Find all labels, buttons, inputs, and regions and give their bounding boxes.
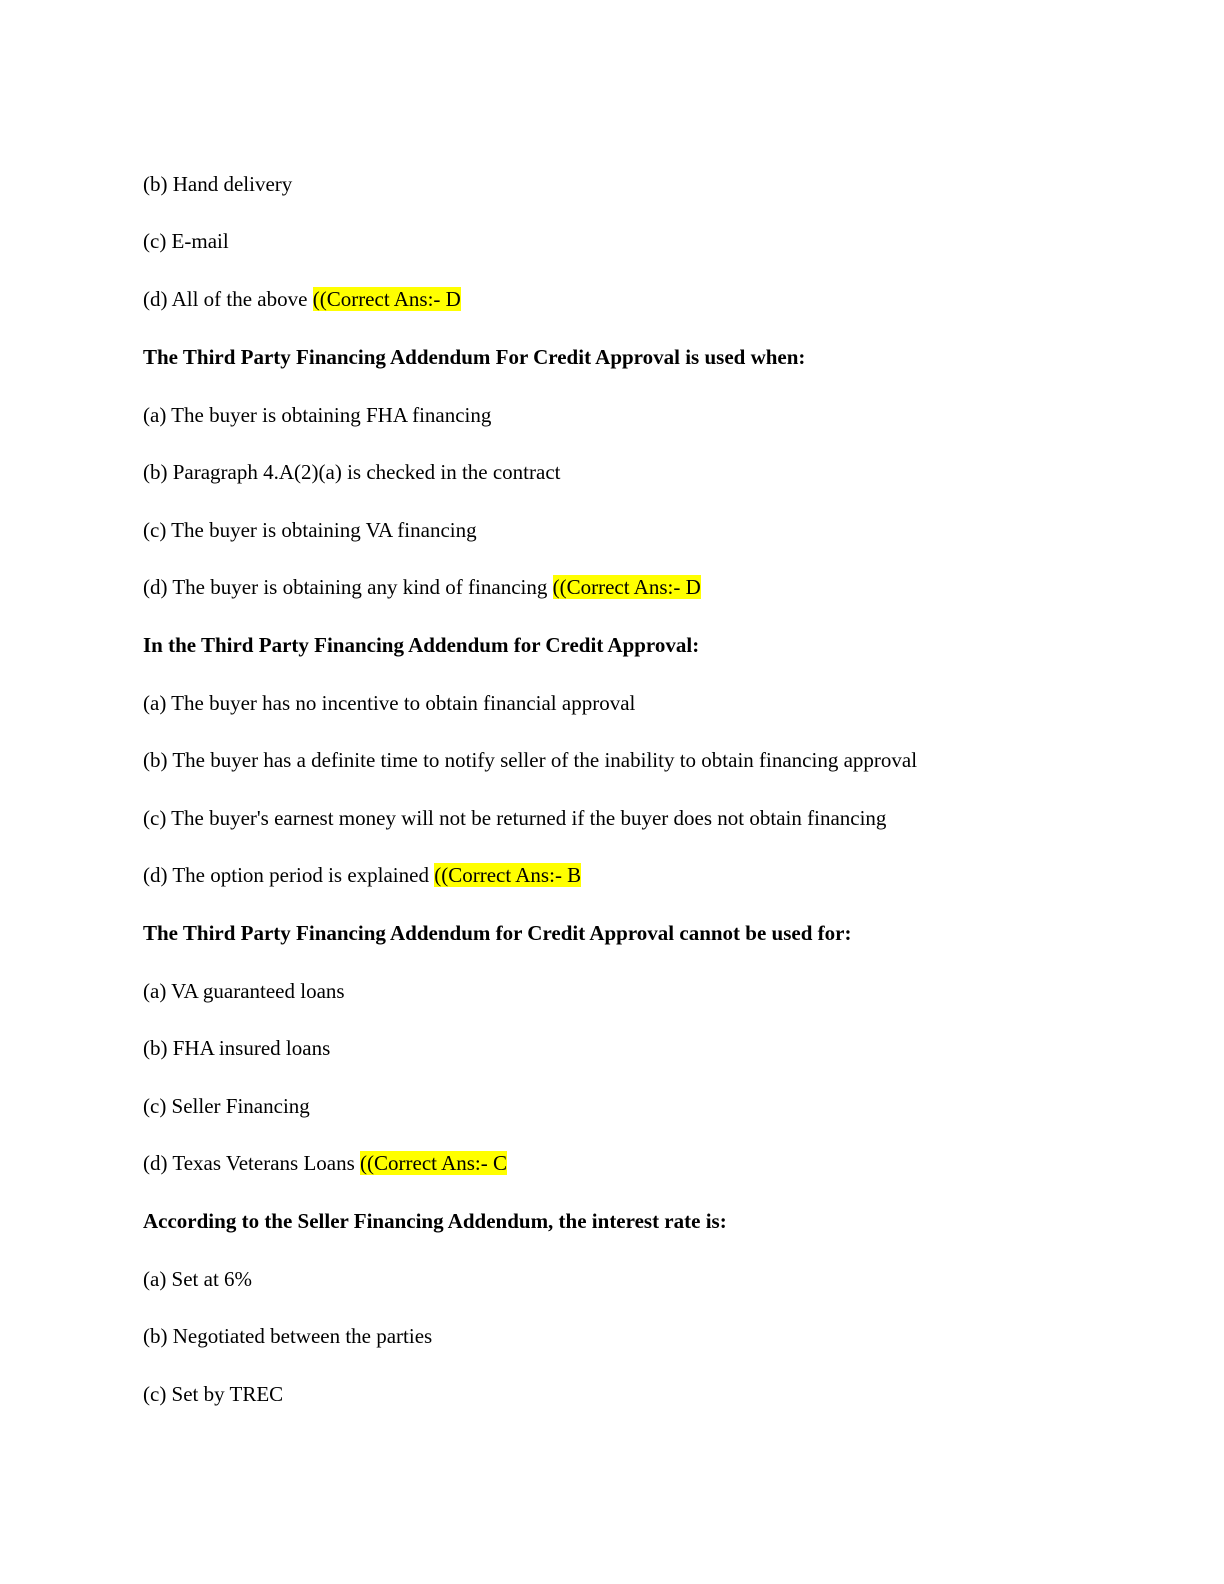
- option-line: [143, 458, 560, 486]
- option-text: (d) The buyer is obtaining any kind of financing: [143, 575, 553, 599]
- correct-answer-highlight: ((Correct Ans:- D: [312, 287, 461, 311]
- option-text: (a) Set at 6%: [143, 1267, 253, 1291]
- option-line: [143, 1092, 310, 1120]
- option-text: (d) Texas Veterans Loans: [143, 1151, 361, 1175]
- question-text: According to the Seller Financing Addendum, the interest rate is:: [143, 1209, 727, 1233]
- option-line: [143, 170, 292, 198]
- question-text: The Third Party Financing Addendum For Credit Approval is used when:: [143, 345, 806, 369]
- question-text: In the Third Party Financing Addendum for Credit Approval:: [143, 633, 700, 657]
- option-line: [143, 516, 477, 544]
- option-text: (c) Seller Financing: [143, 1094, 310, 1118]
- correct-answer-highlight: ((Correct Ans:- C: [360, 1151, 508, 1175]
- option-line: [143, 227, 229, 255]
- option-line: [143, 1322, 432, 1350]
- option-line: [143, 746, 917, 774]
- question-heading: [143, 1207, 727, 1235]
- option-line: [143, 1265, 252, 1293]
- correct-answer-highlight: ((Correct Ans:- D: [552, 575, 701, 599]
- question-heading: [143, 919, 851, 947]
- option-line: [143, 285, 461, 313]
- option-text: (a) The buyer is obtaining FHA financing: [143, 403, 492, 427]
- option-text: (c) The buyer's earnest money will not be returned if the buyer does not obtain financing: [143, 806, 887, 830]
- option-line: [143, 689, 635, 717]
- option-line: [143, 573, 701, 601]
- option-text: (b) Paragraph 4.A(2)(a) is checked in the contract: [143, 460, 561, 484]
- option-line: [143, 977, 345, 1005]
- option-text: (b) Negotiated between the parties: [143, 1324, 433, 1348]
- option-line: [143, 861, 581, 889]
- option-text: (b) The buyer has a definite time to notify seller of the inability to obtain financing approval: [143, 748, 918, 772]
- option-line: [143, 1380, 283, 1408]
- option-line: [143, 1034, 330, 1062]
- option-line: [143, 804, 886, 832]
- option-line: [143, 401, 491, 429]
- option-line: [143, 1149, 507, 1177]
- correct-answer-highlight: ((Correct Ans:- B: [434, 863, 582, 887]
- option-text: (d) The option period is explained: [143, 863, 435, 887]
- option-text: (a) The buyer has no incentive to obtain financial approval: [143, 691, 636, 715]
- option-text: (c) The buyer is obtaining VA financing: [143, 518, 477, 542]
- option-text: (b) FHA insured loans: [143, 1036, 331, 1060]
- question-text: The Third Party Financing Addendum for Credit Approval cannot be used for:: [143, 921, 852, 945]
- option-text: (c) Set by TREC: [143, 1382, 284, 1406]
- question-heading: [143, 343, 805, 371]
- option-text: (d) All of the above: [143, 287, 313, 311]
- option-text: (b) Hand delivery: [143, 172, 293, 196]
- option-text: (c) E-mail: [143, 229, 229, 253]
- option-text: (a) VA guaranteed loans: [143, 979, 345, 1003]
- question-heading: [143, 631, 699, 659]
